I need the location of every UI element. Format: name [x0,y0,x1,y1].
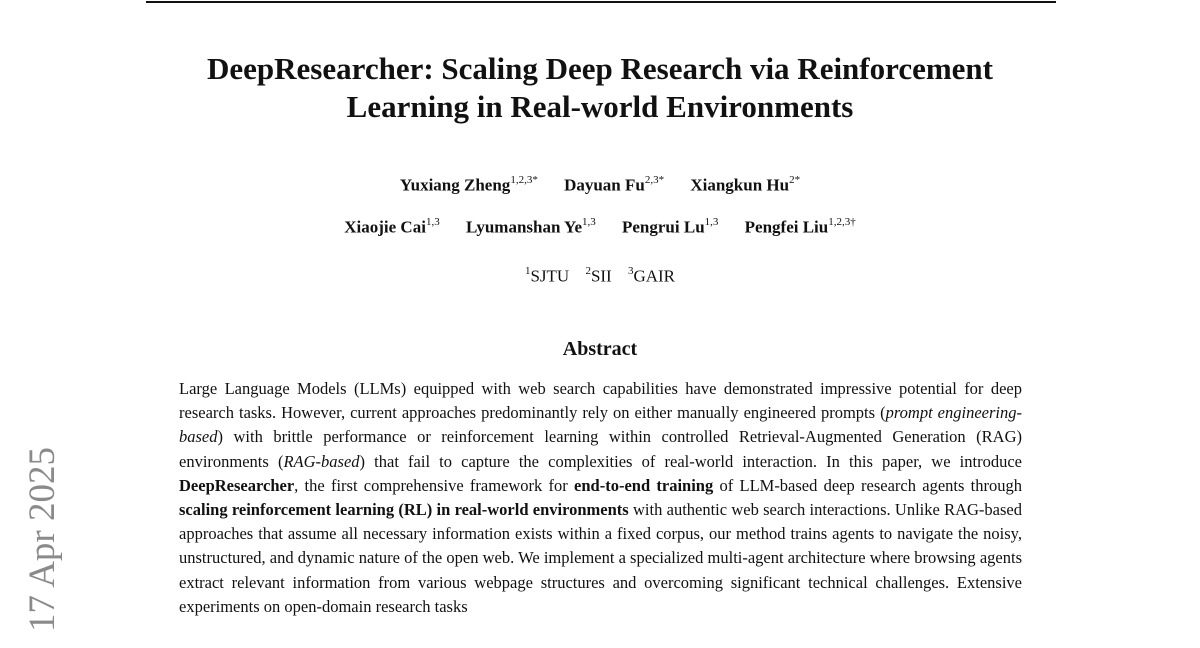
author [400,170,538,197]
author-mark: 1,3 [425,216,440,228]
author-row [140,212,1060,239]
affiliation [525,261,569,288]
author [745,212,856,239]
abstract-body [179,377,1022,619]
author-mark: 1,3 [704,216,719,228]
author-name: Yuxiang Zheng [399,175,511,195]
abstract-highlight: DeepResearcher [179,475,295,495]
author [344,212,439,239]
abstract-emphasis: prompt engineering-based [179,403,1022,447]
abstract-text: , the first comprehensive framework for [294,475,575,495]
abstract-text: of LLM-based deep research agents through [713,475,1022,495]
affiliation [628,261,675,288]
author-name: Pengfei Liu [744,217,829,237]
author-name: Pengrui Lu [622,217,705,237]
abstract-highlight: scaling reinforcement learning (RL) in real-world environments [179,500,629,520]
author [690,170,800,197]
author-mark: 2,3* [644,174,665,186]
affiliation-name: SII [590,266,612,286]
author-name: Xiangkun Hu [690,175,790,195]
title-line: Learning in Real-world Environments [346,89,854,124]
abstract-highlight: end-to-end training [574,475,714,495]
author-name: Xiaojie Cai [344,217,426,237]
affiliation-mark: 3 [627,265,634,277]
author-name: Dayuan Fu [564,175,645,195]
author-mark: 1,2,3† [828,216,856,228]
affiliation [585,261,611,288]
abstract-text: ) that fail to capture the complexities of real-world interaction. In this paper, we introduce [359,451,1022,471]
author-name: Lyumanshan Ye [465,217,582,237]
arxiv-date-stamp: 17 Apr 2025 [22,447,63,632]
abstract-heading: Abstract [562,338,638,360]
author-mark: 1,2,3* [510,174,538,186]
author-row [140,170,1060,197]
abstract-text: with authentic web search interactions. Unlike RAG-based approaches that assume all necessary information exists within a fixed corpus, our method trains agents to navigate the noisy, unstructured, and dynamic nature of the open web. We implement a specialized multi-agent architecture where browsing agents extract relevant information from various webpage structures and overcoming significant technical challenges. Extensive experiments on open-domain research tasks [179,500,1022,616]
author [564,170,664,197]
title-line: DeepResearcher: Scaling Deep Research via Reinforcement [207,51,993,86]
author [466,212,596,239]
top-rule [146,1,1056,3]
author [622,212,718,239]
author-mark: 2* [789,174,801,186]
abstract-text: Large Language Models (LLMs) equipped with web search capabilities have demonstrated impressive potential for deep research tasks. However, current approaches predominantly rely on either manually engineered prompts ( [179,379,1022,423]
abstract-text: ) with brittle performance or reinforcement learning within controlled Retrieval-Augmented Generation (RAG) environments ( [179,427,1022,471]
affiliations [140,261,1060,288]
abstract-emphasis: RAG-based [283,451,360,471]
affiliation-name: SJTU [530,266,570,286]
affiliation-name: GAIR [633,266,676,286]
affiliation-mark: 1 [524,265,531,277]
affiliation-mark: 2 [585,265,591,277]
author-mark: 1,3 [582,216,596,228]
paper-title [140,50,1060,126]
